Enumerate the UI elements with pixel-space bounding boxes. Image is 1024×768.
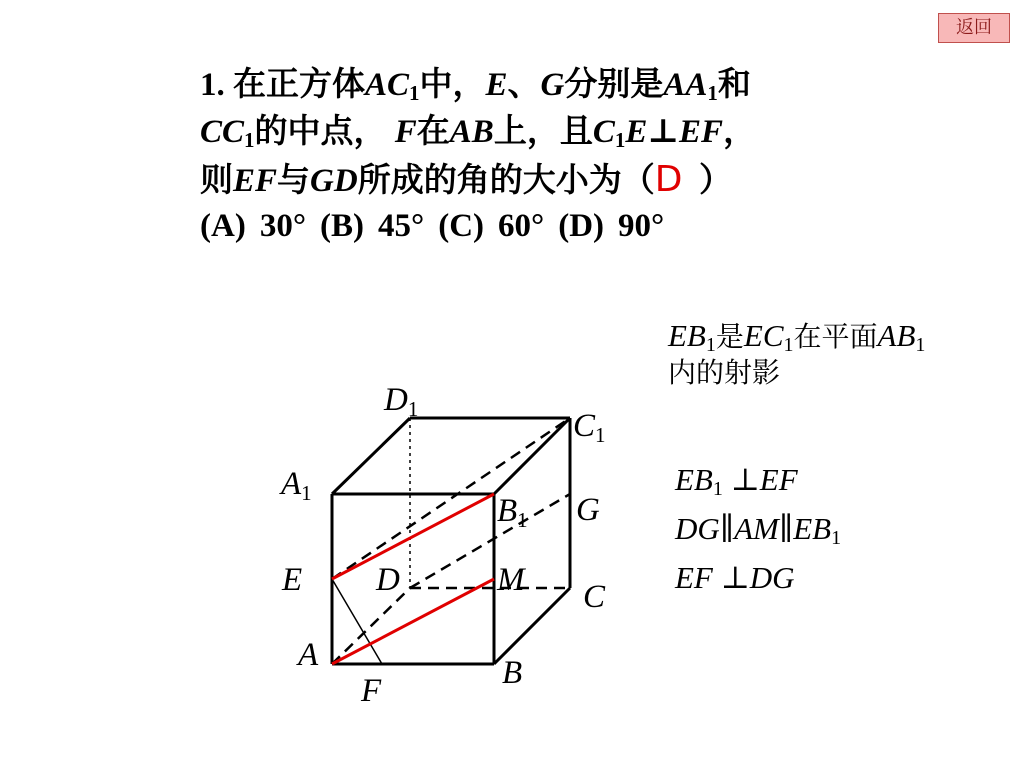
- label-f: F: [361, 673, 382, 709]
- text: 分别是: [564, 67, 664, 103]
- option-b-value: 45°: [378, 208, 425, 244]
- text: 中，: [419, 67, 486, 103]
- segment-e-c1: [332, 418, 570, 579]
- option-c-value: 60°: [498, 208, 545, 244]
- label-d1: D1: [384, 382, 419, 421]
- edge-b-c: [494, 588, 570, 664]
- subscript: 1: [409, 81, 420, 105]
- option-d-value: 90°: [618, 208, 665, 244]
- math: AM: [734, 511, 779, 546]
- label-c: C: [583, 579, 606, 615]
- math: EF: [759, 462, 798, 497]
- subscript: 1: [915, 334, 926, 356]
- label-b1: B1: [497, 493, 528, 532]
- subscript: 1: [244, 128, 255, 152]
- math: EB: [793, 511, 832, 546]
- label-d: D: [376, 562, 400, 598]
- perpendicular-symbol: ⊥: [722, 462, 760, 497]
- parallel-symbol: ∥: [778, 511, 794, 546]
- label-a1: A1: [281, 466, 312, 505]
- math: AC: [365, 67, 410, 103]
- math: EC: [743, 318, 784, 353]
- math: E: [485, 67, 508, 103]
- subscript: 1: [614, 128, 626, 152]
- back-button[interactable]: 返回: [938, 13, 1010, 43]
- option-d-letter: (D): [558, 208, 605, 244]
- label-c1: C1: [573, 408, 606, 447]
- text: 所成的角的大小为（: [357, 163, 655, 199]
- option-a-value: 30°: [259, 208, 307, 244]
- answer-text: D: [654, 159, 683, 200]
- segment-e-b1: [332, 494, 494, 579]
- cube-solid-edges: [332, 418, 570, 664]
- math: EB: [675, 462, 713, 497]
- text: 的中点，: [254, 114, 387, 150]
- edge-a1-d1: [332, 418, 410, 494]
- text: 是: [715, 320, 744, 353]
- math: EF: [233, 163, 278, 199]
- option-a-letter: (A): [200, 208, 246, 244]
- math: EB: [668, 318, 706, 353]
- problem-number: 1.: [200, 67, 233, 103]
- label-b: B: [502, 655, 523, 691]
- subscript: 1: [831, 527, 842, 549]
- text: 在: [416, 114, 450, 150]
- option-b-letter: (B): [320, 208, 365, 244]
- text: ）: [698, 163, 732, 199]
- text: 和: [717, 67, 751, 103]
- math: EF: [679, 114, 724, 150]
- parallel-symbol: ∥: [719, 511, 735, 546]
- math: AB: [877, 318, 916, 353]
- math: E: [625, 114, 648, 150]
- text: 则: [200, 163, 233, 199]
- math: F: [394, 114, 417, 150]
- label-a: A: [298, 637, 319, 673]
- option-c-letter: (C): [438, 208, 485, 244]
- subscript: 1: [705, 334, 716, 356]
- text: 上，且: [493, 114, 593, 150]
- edge-b1-c1: [494, 418, 570, 494]
- text: 、: [507, 67, 541, 103]
- subscript: 1: [712, 478, 723, 500]
- math: C: [592, 114, 615, 150]
- highlight-segments: [332, 494, 494, 664]
- text: 与: [277, 163, 311, 199]
- math: EF: [675, 560, 713, 595]
- segment-d-g: [410, 494, 570, 588]
- text: 内的射影: [668, 356, 781, 389]
- math: AB: [449, 114, 494, 150]
- label-g: G: [576, 492, 600, 528]
- text: 在正方体: [233, 67, 365, 103]
- math: AA: [663, 67, 708, 103]
- perpendicular-symbol: ⊥: [712, 560, 750, 595]
- text: ，: [723, 114, 757, 150]
- math: G: [540, 67, 565, 103]
- math: GD: [310, 163, 358, 199]
- label-m: M: [497, 562, 525, 598]
- label-e: E: [282, 562, 303, 598]
- subscript: 1: [783, 334, 794, 356]
- math: DG: [675, 511, 720, 546]
- perpendicular-symbol: ⊥: [647, 114, 680, 150]
- math: CC: [200, 114, 245, 150]
- subscript: 1: [707, 81, 718, 105]
- text: 在平面: [793, 320, 878, 353]
- math: DG: [749, 560, 795, 595]
